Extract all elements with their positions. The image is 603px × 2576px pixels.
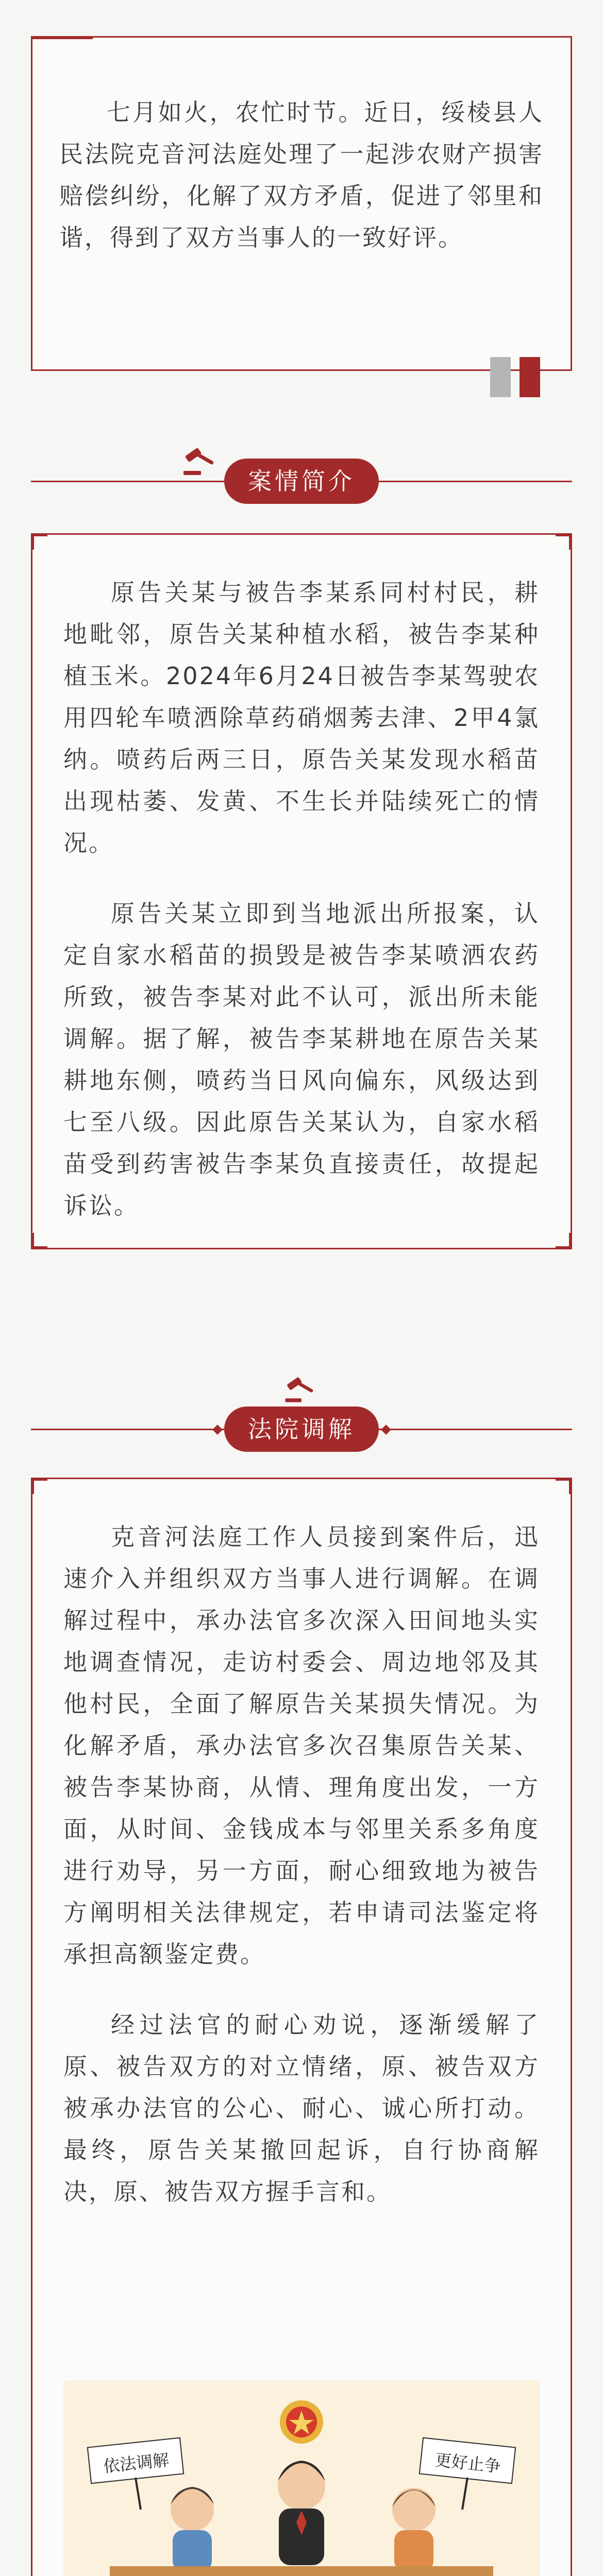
corner-top-right <box>556 533 572 550</box>
header-line-left <box>31 1429 224 1430</box>
section-title-case-summary: 案情简介 <box>224 459 379 504</box>
corner-bottom-left <box>31 1233 47 1249</box>
corner-bottom-right <box>556 1233 572 1249</box>
sign-left-text: 依法调解 <box>102 2450 170 2477</box>
mediation-scene <box>63 2381 540 2576</box>
intro-paragraph: 七月如火，农忙时节。近日，绥棱县人民法院克音河法庭处理了一起涉农财产损害赔偿纠纷，化解了双方矛盾，促进了邻里和谐，得到了双方当事人的一致好评。 <box>59 98 544 251</box>
case-paragraph-1: 原告关某与被告李某系同村村民，耕地毗邻，原告关某种植水稻，被告李某种植玉米。2024年6月24日被告李某驾驶农用四轮车喷洒除草药硝烟莠去津、2甲4氯纳。喷药后两三日，原告关某发现水稻苗出现枯萎、发黄、不生长并陆续死亡的情况。 <box>63 579 540 857</box>
case-paragraph-2: 原告关某立即到当地派出所报案，认定自家水稻苗的损毁是被告李某喷洒农药所致，被告李某对此不认可，派出所未能调解。据了解，被告李某耕地在原告关某耕地东侧，喷药当日风向偏东，风级达到七至八级。因此原告关某认为，自家水稻苗受到药害被告李某负直接责任，故提起诉讼。 <box>63 900 540 1219</box>
gavel-icon <box>180 438 222 479</box>
intro-box <box>31 36 572 371</box>
gavel-icon <box>282 1368 321 1406</box>
case-summary-box <box>31 533 572 1249</box>
header-line-right <box>379 1429 572 1430</box>
mediation-box <box>31 1478 572 2576</box>
header-diamond-right <box>381 1425 391 1435</box>
header-diamond-left <box>212 1425 223 1435</box>
red-square-mark <box>520 357 540 397</box>
mediation-paragraph-2: 经过法官的耐心劝说，逐渐缓解了原、被告双方的对立情绪，原、被告双方被承办法官的公心、耐心、诚心所打动。最终，原告关某撤回起诉，自行协商解决，原、被告双方握手言和。 <box>63 2011 540 2206</box>
sign-right-text: 更好止争 <box>434 2450 502 2477</box>
header-line-left <box>31 481 224 482</box>
mediation-illustration <box>63 2381 540 2576</box>
corner-top-left <box>31 1478 47 1494</box>
gray-square-mark <box>490 357 511 397</box>
section1-header <box>0 422 603 510</box>
section2-header <box>0 1370 603 1458</box>
corner-top-right <box>556 1478 572 1494</box>
section-title-mediation: 法院调解 <box>224 1406 379 1452</box>
corner-top-left <box>31 533 47 550</box>
mediation-paragraph-1: 克音河法庭工作人员接到案件后，迅速介入并组织双方当事人进行调解。在调解过程中，承办法官多次深入田间地头实地调查情况，走访村委会、周边地邻及其他村民，全面了解原告关某损失情况。为化解矛盾，承办法官多次召集原告关某、被告李某协商，从情、理角度出发，一方面，从时间、金钱成本与邻里关系多角度进行劝导，另一方面，耐心细致地为被告方阐明相关法律规定，若申请司法鉴定将承担高额鉴定费。 <box>63 1523 540 1968</box>
header-line-right <box>379 481 572 482</box>
accent-bar-top <box>31 36 93 39</box>
